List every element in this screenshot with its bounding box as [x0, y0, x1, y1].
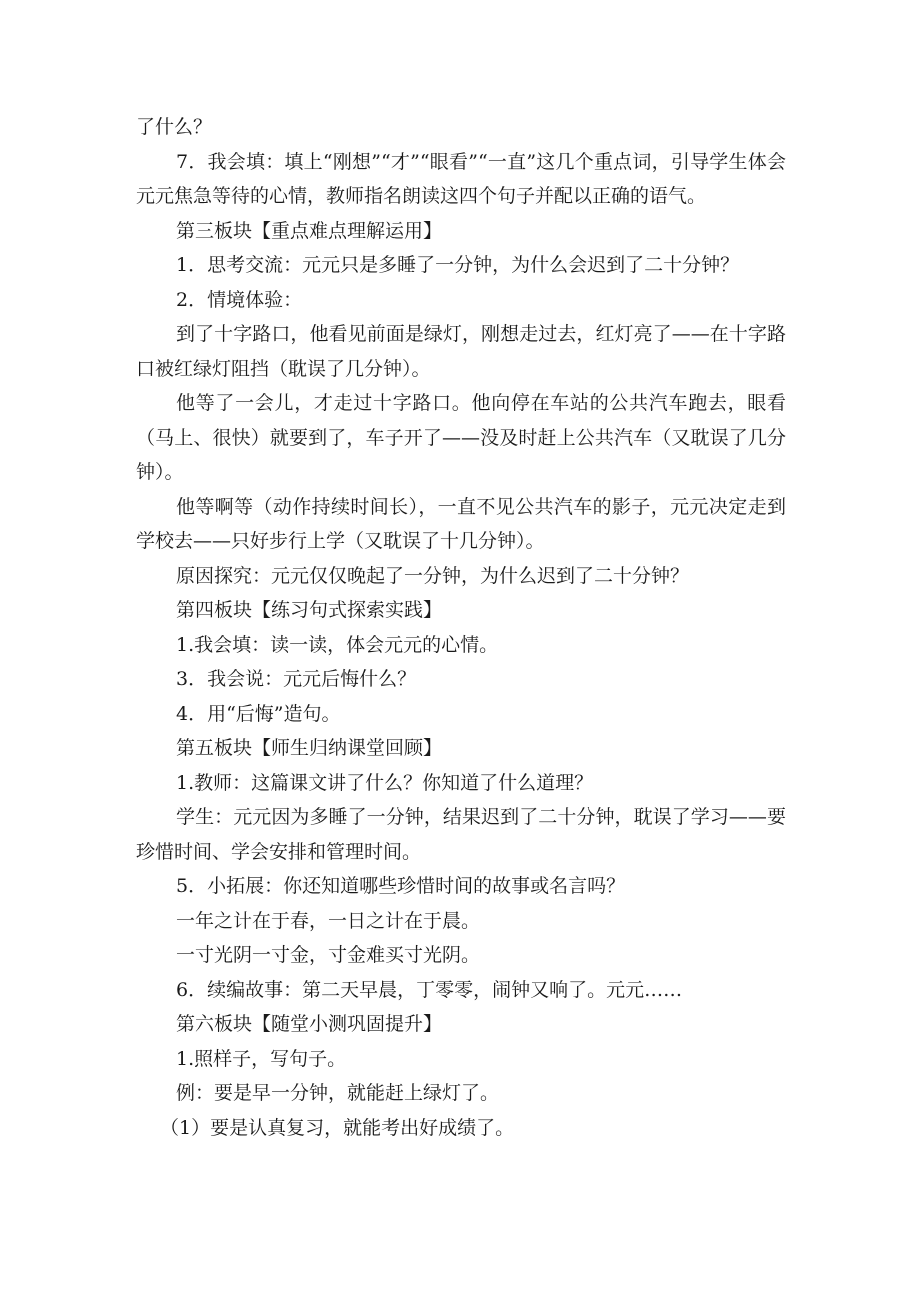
paragraph-item-1: 1．思考交流：元元只是多睡了一分钟，为什么会迟到了二十分钟？ — [176, 254, 740, 276]
section-heading-4: 第四板块【练习句式探索实践】 — [176, 599, 443, 621]
exercise-instruction: 1.照样子，写句子。 — [176, 1047, 347, 1070]
scenario-paragraph-2: 他等了一会儿，才走过十字路口。他向停在车站的公共汽车跑去，眼看（马上、很快）就要到了，车子开了——没及时赶上公共汽车（又耽误了几分钟）。 — [136, 392, 786, 483]
section-heading-5: 第五板块【师生归纳课堂回顾】 — [176, 737, 443, 759]
paragraph-item-3: 3．我会说：元元后悔什么？ — [176, 668, 417, 690]
proverb-2: 一寸光阴一寸金，寸金难买寸光阴。 — [176, 944, 481, 966]
section-heading-6: 第六板块【随堂小测巩固提升】 — [176, 1013, 443, 1035]
paragraph-item-7: 7．我会填：填上“刚想”“才”“眼看”“一直”这几个重点词，引导学生体会元元焦急等待的心情，教师指名朗读这四个句子并配以正确的语气。 — [136, 150, 786, 207]
student-paragraph: 学生：元元因为多睡了一分钟，结果迟到了二十分钟，耽误了学习——要珍惜时间、学会安排和管理时间。 — [136, 806, 786, 863]
exercise-example: 例：要是早一分钟，就能赶上绿灯了。 — [176, 1082, 500, 1104]
teacher-paragraph: 1.教师：这篇课文讲了什么？你知道了什么道理？ — [176, 771, 594, 794]
proverb-1: 一年之计在于春，一日之计在于晨。 — [176, 909, 481, 932]
paragraph-item-2: 2．情境体验： — [176, 288, 303, 311]
reason-paragraph: 原因探究：元元仅仅晚起了一分钟，为什么迟到了二十分钟？ — [176, 564, 690, 587]
paragraph-item-5: 5．小拓展：你还知道哪些珍惜时间的故事或名言吗？ — [176, 875, 626, 897]
scenario-paragraph-1: 到了十字路口，他看见前面是绿灯，刚想走过去，红灯亮了——在十字路口被红绿灯阻挡（耽误了几分钟）。 — [136, 323, 786, 380]
paragraph-item-4: 4．用“后悔”造句。 — [176, 702, 341, 725]
paragraph-item-1b: 1.我会填：读一读，体会元元的心情。 — [176, 633, 499, 656]
section-heading-3: 第三板块【重点难点理解运用】 — [176, 219, 443, 242]
paragraph-item-6: 6．续编故事：第二天早晨，丁零零，闹钟又响了。元元…… — [176, 978, 683, 1001]
exercise-item-1: （1）要是认真复习，就能考出好成绩了。 — [160, 1116, 515, 1139]
scenario-paragraph-3: 他等啊等（动作持续时间长），一直不见公共汽车的影子，元元决定走到学校去——只好步行上学（又耽误了十几分钟）。 — [136, 495, 786, 552]
text-line-0: 了什么？ — [136, 116, 213, 138]
